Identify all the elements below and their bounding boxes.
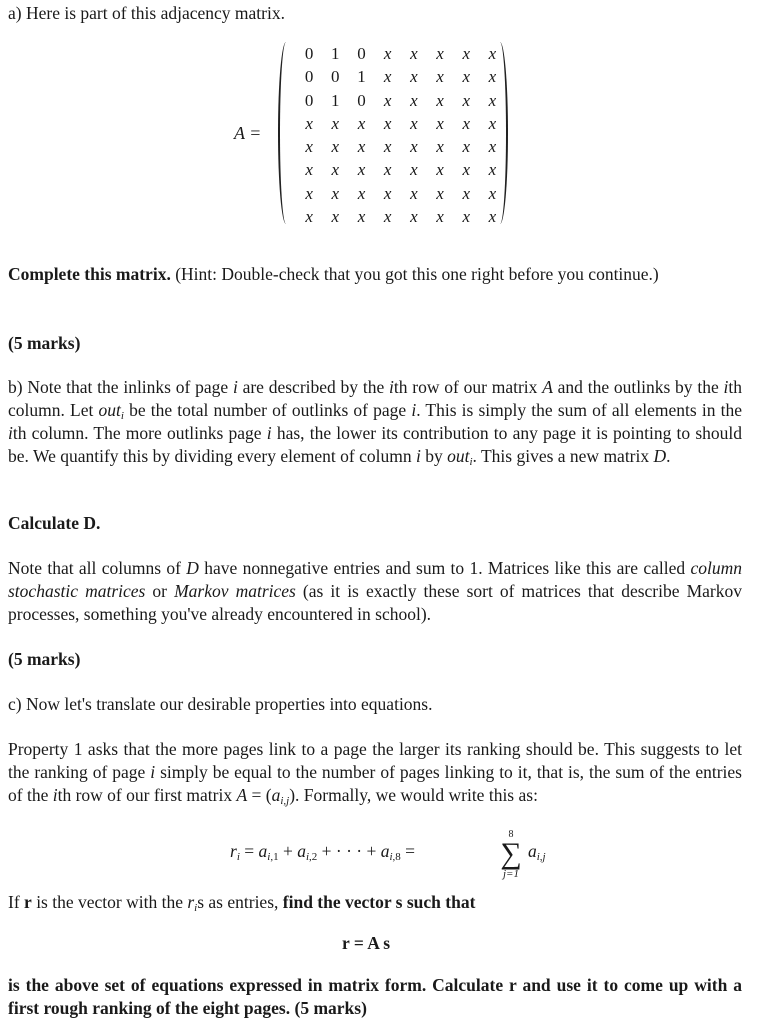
right-paren (492, 42, 508, 224)
text: . This gives a new matrix (472, 446, 654, 466)
text: find the vector s such that (282, 892, 476, 912)
sum-upper-limit: 8 (508, 829, 514, 840)
text: Note that all columns of (8, 558, 187, 578)
matrix-cell: x (383, 113, 392, 133)
part-a-intro: a) Here is part of this adjacency matrix. (8, 3, 285, 23)
var: r (187, 892, 195, 912)
text: by (420, 446, 448, 466)
matrix-cell: 0 (304, 44, 314, 63)
matrix-cell: x (383, 207, 392, 227)
sum-term: $a_{i,j}$ (528, 841, 546, 863)
var: i (415, 446, 421, 466)
matrix-cell: x (410, 113, 418, 133)
text: th column. Let (8, 377, 742, 420)
matrix-cell: x (436, 90, 444, 110)
matrix-cell: x (462, 160, 470, 180)
matrix-cell: 1 (331, 90, 340, 110)
matrix-cell: x (436, 160, 444, 180)
var: i (120, 410, 124, 422)
part-b-note (8, 557, 742, 626)
adjacency-matrix (226, 40, 526, 230)
part-b-paragraph (8, 376, 742, 468)
matrix-cell: x (331, 207, 340, 227)
var: D (186, 558, 199, 578)
matrix-cell: x (410, 67, 418, 87)
matrix-cell: x (410, 183, 418, 203)
text: (as it is exactly these sort of matrices that describe Markov processes, something you've already encountered in school). (8, 581, 742, 624)
text: ). Formally, we would write this as: (289, 785, 538, 805)
matrix-cell: x (436, 183, 444, 203)
matrix-cell: x (436, 113, 444, 133)
var: i (194, 902, 198, 914)
text: b) Note that the inlinks of page (8, 377, 233, 397)
row-sum-formula: $r_i = a_{i,1} + a_{i,2}$ + · · · + $a_{i,8}$ = (230, 841, 416, 863)
var: i (232, 377, 238, 397)
matrix-cell: x (357, 113, 366, 133)
text: Property 1 asks that the more pages link to a page the larger its ranking should be. This suggests to let the ranking of page (8, 739, 742, 782)
var: i (266, 423, 272, 443)
text: . (666, 446, 671, 466)
summation (496, 830, 526, 880)
matrix-cell: x (357, 207, 366, 227)
text: and the outlinks by the (552, 377, 724, 397)
text: th row of our first matrix (57, 785, 237, 805)
text: simply be equal to the number of pages linking to it, that is, the sum of the entries of the (8, 762, 742, 805)
matrix-cell: x (462, 183, 470, 203)
matrix-cell: 1 (331, 44, 340, 63)
var: r (230, 841, 237, 861)
matrix-grid (296, 42, 506, 228)
matrix-cell: x (410, 160, 418, 180)
text: are described by the (237, 377, 389, 397)
term: Markov matrices (174, 581, 296, 601)
var: i (52, 785, 58, 805)
matrix-cell: x (488, 44, 497, 63)
matrix-cell: x (331, 183, 340, 203)
matrix-cell: x (331, 137, 340, 157)
matrix-cell: x (436, 207, 444, 227)
text: s as entries, (197, 892, 283, 912)
matrix-cell: x (357, 137, 366, 157)
matrix-cell: 0 (357, 90, 366, 110)
matrix-cell: x (410, 90, 418, 110)
part-a-marks: (5 marks) (8, 333, 81, 353)
matrix-cell: x (462, 207, 470, 227)
text: th column. The more outlinks page (12, 423, 267, 443)
hint-text: (Hint: Double-check that you got this one right before you continue.) (175, 264, 659, 284)
matrix-cell: x (488, 207, 497, 227)
text: has, the lower its contribution to any page it is pointing to should be. We quantify this by dividing every element of column (8, 423, 743, 466)
part-b-marks: (5 marks) (8, 649, 81, 669)
matrix-cell: x (305, 160, 313, 180)
matrix-cell: x (305, 137, 313, 157)
var: i,j (280, 795, 290, 807)
term: column stochastic matrices (8, 558, 742, 601)
matrix-cell: x (462, 113, 470, 133)
matrix-cell: x (383, 44, 392, 63)
matrix-cell: x (462, 90, 470, 110)
var: a (271, 785, 281, 805)
matrix-cell: x (436, 137, 444, 157)
matrix-cell: x (462, 137, 470, 157)
matrix-cell: x (462, 44, 470, 63)
text: be the total number of outlinks of page (123, 400, 412, 420)
var: i (723, 377, 729, 397)
var: out (447, 446, 470, 466)
text: If (8, 892, 25, 912)
matrix-cell: x (488, 113, 497, 133)
part-b-task: Calculate D. (8, 513, 101, 533)
var: out (98, 400, 121, 420)
matrix-cell: x (383, 67, 392, 87)
task-text: Complete this matrix. (8, 264, 171, 284)
var: r (24, 892, 32, 912)
matrix-cell: x (488, 160, 497, 180)
matrix-cell: x (305, 183, 313, 203)
matrix-cell: x (357, 160, 366, 180)
matrix-cell: 0 (331, 67, 340, 87)
matrix-cell: x (488, 183, 497, 203)
matrix-cell: x (436, 44, 444, 63)
matrix-label-text: A = (234, 123, 262, 143)
matrix-cell: x (410, 44, 418, 63)
matrix-cell: x (331, 160, 340, 180)
matrix-cell: x (410, 137, 418, 157)
var: i (469, 456, 473, 468)
left-paren (278, 42, 294, 224)
matrix-cell: x (331, 113, 340, 133)
text: . This is simply the sum of all elements in the (416, 400, 742, 420)
text: th row of our matrix (393, 377, 543, 397)
var: i (8, 423, 13, 443)
text: have nonnegative entries and sum to 1. Matrices like this are called (198, 558, 691, 578)
part-c-intro: c) Now let's translate our desirable properties into equations. (8, 694, 433, 714)
var: A (236, 785, 248, 805)
sum-lower-limit: j=1 (503, 868, 519, 880)
matrix-cell: x (410, 207, 418, 227)
var: i (411, 400, 417, 420)
matrix-cell: x (305, 113, 313, 133)
var: i (389, 377, 394, 397)
matrix-cell: 1 (357, 67, 366, 87)
part-a-task (8, 263, 742, 286)
matrix-cell: x (488, 137, 497, 157)
part-c-paragraph: Property 1 asks that the more pages link to a page the larger its ranking should be. This suggests to let the ranking of page i simply be equal to the number of pages linking to it, that is, the sum of the entries of the ith row of our first matrix $A = (a_{i,j})$. Formally, we would write this as: (8, 739, 742, 807)
matrix-cell: x (488, 90, 497, 110)
matrix-cell: x (462, 67, 470, 87)
var: i (236, 851, 240, 863)
matrix-cell: 0 (304, 67, 314, 87)
text: is the vector with the (31, 892, 188, 912)
var: i (150, 762, 156, 782)
sigma-icon: ∑ (500, 837, 522, 870)
matrix-cell: x (383, 90, 392, 110)
matrix-cell: x (357, 183, 366, 203)
matrix-cell: x (488, 67, 497, 87)
matrix-label (234, 122, 261, 145)
matrix-cell: x (436, 67, 444, 87)
matrix-cell: x (383, 137, 392, 157)
part-c-final: is the above set of equations expressed in matrix form. Calculate r and use it to come up with a first rough ranking of the eight pages. (5 marks) (8, 975, 742, 1018)
matrix-cell: x (383, 160, 392, 180)
matrix-cell: 0 (357, 44, 366, 63)
matrix-equation: r = A s (342, 933, 391, 953)
part-c-question (8, 891, 742, 914)
var: A (542, 377, 553, 397)
matrix-cell: x (383, 183, 392, 203)
text: or (145, 581, 175, 601)
matrix-cell: x (305, 207, 313, 227)
var: D (653, 446, 667, 466)
matrix-cell: 0 (304, 90, 314, 110)
var: a (528, 841, 537, 861)
